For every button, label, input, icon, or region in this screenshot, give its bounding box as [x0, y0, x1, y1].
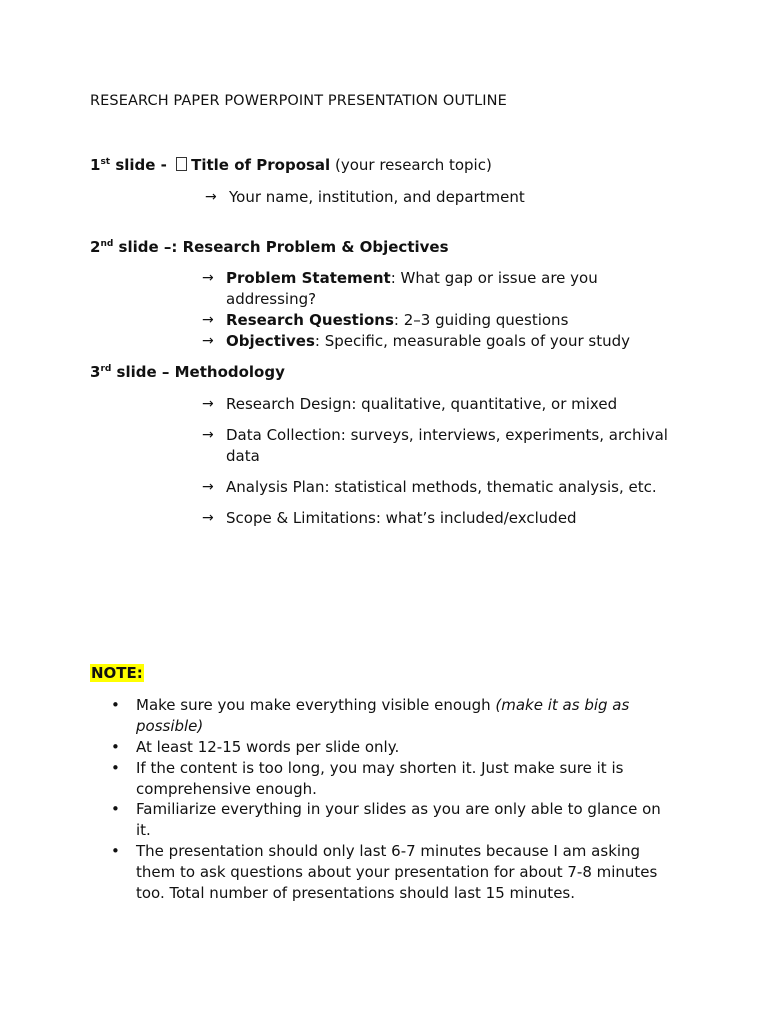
list-item-text: Scope & Limitations: what’s included/excluded — [226, 509, 577, 527]
ordinal-suffix: rd — [100, 364, 112, 374]
list-item — [111, 758, 671, 800]
list-item — [202, 477, 682, 498]
bullet-icon: • — [111, 738, 120, 756]
list-item — [111, 695, 671, 737]
arrow-icon: → — [202, 479, 214, 495]
list-item — [202, 394, 682, 415]
ordinal-suffix: st — [100, 157, 111, 167]
note-emphasis: (make it as big as possible) — [136, 696, 630, 735]
slide-3-heading — [90, 363, 285, 381]
arrow-icon: → — [202, 270, 214, 286]
list-item-text: Data Collection: surveys, interviews, experiments, archival data — [226, 426, 668, 465]
bullet-icon: • — [111, 842, 120, 860]
note-text: Make sure you make everything visible enough — [136, 696, 496, 714]
list-item — [202, 310, 682, 331]
item-text: : 2–3 guiding questions — [393, 311, 569, 329]
document-title: RESEARCH PAPER POWERPOINT PRESENTATION OUTLINE — [90, 93, 507, 109]
bullet-icon: • — [111, 759, 120, 777]
list-item — [202, 508, 682, 529]
ordinal-suffix: nd — [100, 239, 114, 249]
list-item — [205, 187, 685, 208]
arrow-icon: → — [202, 427, 214, 443]
slide-label: slide - — [110, 156, 173, 174]
list-item — [111, 737, 671, 758]
list-item — [202, 425, 682, 467]
list-item — [202, 268, 682, 310]
item-label: Objectives — [226, 332, 315, 350]
note-text: The presentation should only last 6-7 minutes because I am asking them to ask questions about your presentation for about 7-8 minutes too. Total number of presentations should last 15 minutes. — [136, 842, 658, 902]
slide-heading-text: slide – Methodology — [111, 363, 285, 381]
proposal-title-hint: (your research topic) — [330, 156, 492, 174]
slide-heading-text: slide –: Research Problem & Objectives — [113, 238, 449, 256]
note-text: If the content is too long, you may shorten it. Just make sure it is comprehensive enough. — [136, 759, 624, 798]
list-item — [111, 799, 671, 841]
bullet-icon: • — [111, 800, 120, 818]
item-label: Research Questions — [226, 311, 394, 329]
missing-glyph-icon — [176, 157, 187, 171]
note-text: At least 12-15 words per slide only. — [136, 738, 400, 756]
note-text: Familiarize everything in your slides as you are only able to glance on it. — [136, 800, 661, 839]
slide-number: 1 — [90, 156, 101, 174]
arrow-icon: → — [202, 333, 214, 349]
proposal-title-label: Title of Proposal — [191, 156, 331, 174]
item-text: : What gap or issue are you addressing? — [226, 269, 598, 308]
arrow-icon: → — [202, 312, 214, 328]
arrow-icon: → — [202, 396, 214, 412]
arrow-icon: → — [202, 510, 214, 526]
slide-number: 2 — [90, 238, 101, 256]
item-text: : Specific, measurable goals of your study — [314, 332, 630, 350]
arrow-icon: → — [205, 189, 217, 205]
list-item-text: Research Design: qualitative, quantitative, or mixed — [226, 395, 618, 413]
slide-2-heading — [90, 238, 449, 256]
list-item — [202, 331, 682, 352]
slide-number: 3 — [90, 363, 101, 381]
list-item-text: Your name, institution, and department — [229, 188, 525, 206]
list-item — [111, 841, 671, 904]
note-label: NOTE: — [91, 664, 143, 682]
slide-1-heading — [90, 156, 492, 174]
item-label: Problem Statement — [226, 269, 391, 287]
list-item-text: Analysis Plan: statistical methods, thematic analysis, etc. — [226, 478, 657, 496]
bullet-icon: • — [111, 696, 120, 714]
